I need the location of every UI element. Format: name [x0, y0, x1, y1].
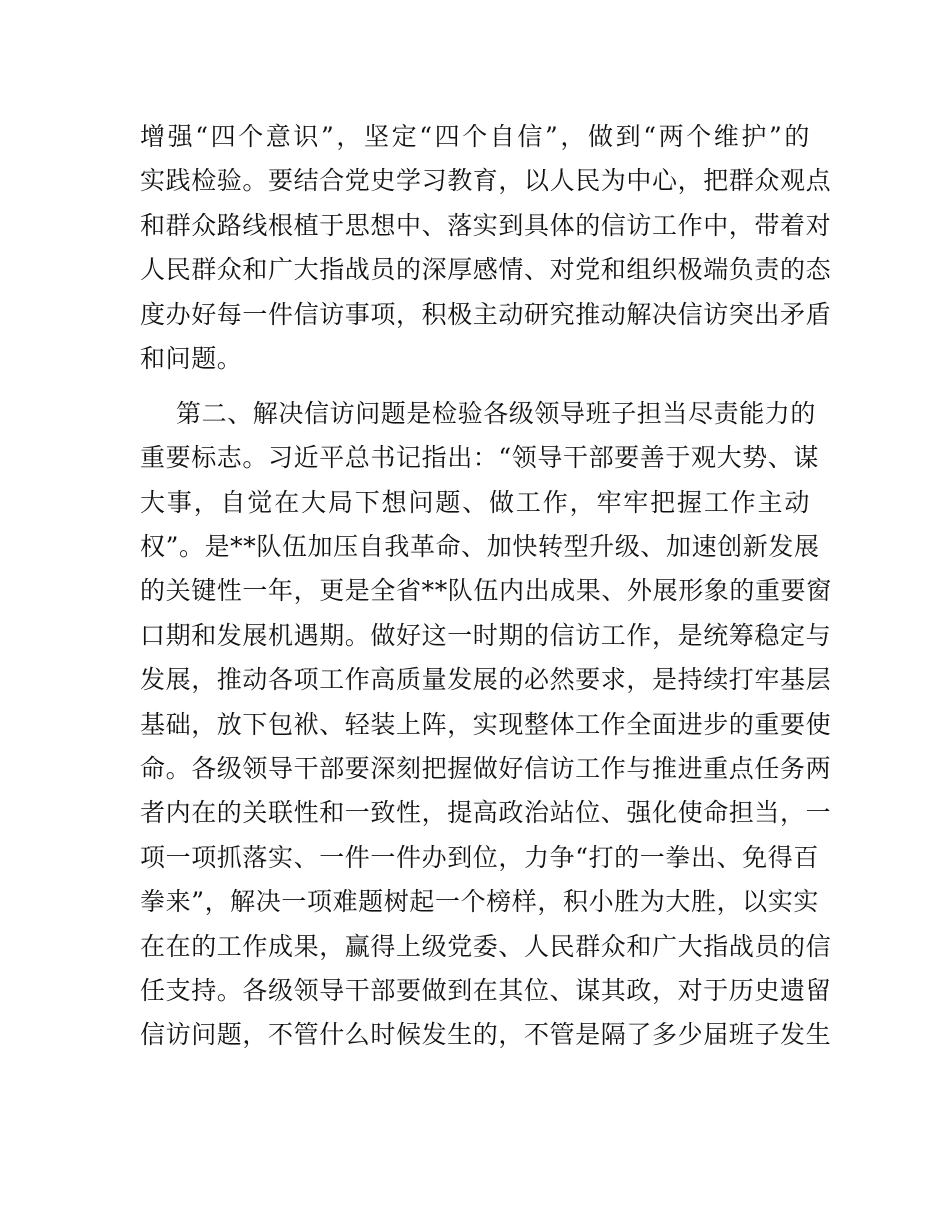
- text-line: 发展，推动各项工作高质量发展的必然要求，是持续打牢基层: [140, 665, 832, 695]
- text-line: 项一项抓落实、一件一件办到位，力争“打的一拳出、免得百: [140, 842, 819, 872]
- text-line: 拳来”，解决一项难题树起一个榜样，积小胜为大胜，以实实: [140, 887, 819, 917]
- text-line: 人民群众和广大指战员的深厚感情、对党和组织极端负责的态: [140, 255, 832, 285]
- text-line: 的关键性一年，更是全省**队伍内出成果、外展形象的重要窗: [140, 576, 832, 606]
- text-line: 基础，放下包袱、轻装上阵，实现整体工作全面进步的重要使: [140, 709, 832, 739]
- paragraph-spacer: [140, 381, 810, 392]
- text-line: 大事，自觉在大局下想问题、做工作，牢牢把握工作主动: [140, 487, 810, 517]
- text-line: 任支持。各级领导干部要做到在其位、谋其政，对于历史遗留: [140, 975, 832, 1005]
- document-body: [140, 115, 832, 1058]
- text-line: 在在的工作成果，赢得上级党委、人民群众和广大指战员的信: [140, 931, 832, 961]
- text-line: 第二、解决信访问题是检验各级领导班子担当尽责能力的: [176, 398, 817, 428]
- text-line: 增强“四个意识”，坚定“四个自信”，做到“两个维护”的: [140, 122, 810, 151]
- paragraph-2: [140, 392, 832, 1058]
- paragraph-1: [140, 115, 832, 381]
- text-line: 者内在的关联性和一致性，提高政治站位、强化使命担当，一: [140, 798, 832, 828]
- text-line: 命。各级领导干部要深刻把握做好信访工作与推进重点任务两: [140, 753, 832, 783]
- text-line: 信访问题，不管什么时候发生的，不管是隔了多少届班子发生: [140, 1020, 832, 1050]
- text-line: 重要标志。习近平总书记指出：“领导干部要善于观大势、谋: [140, 443, 819, 473]
- text-line: 和群众路线根植于思想中、落实到具体的信访工作中，带着对: [140, 210, 832, 240]
- text-line: 实践检验。要结合党史学习教育，以人民为中心，把群众观点: [140, 166, 832, 196]
- text-line: 权”。是**队伍加压自我革命、加快转型升级、加速创新发展: [140, 532, 820, 562]
- text-line: 口期和发展机遇期。做好这一时期的信访工作，是统筹稳定与: [140, 620, 832, 650]
- text-line: 和问题。: [140, 343, 243, 373]
- text-line: 度办好每一件信访事项，积极主动研究推动解决信访突出矛盾: [140, 299, 832, 329]
